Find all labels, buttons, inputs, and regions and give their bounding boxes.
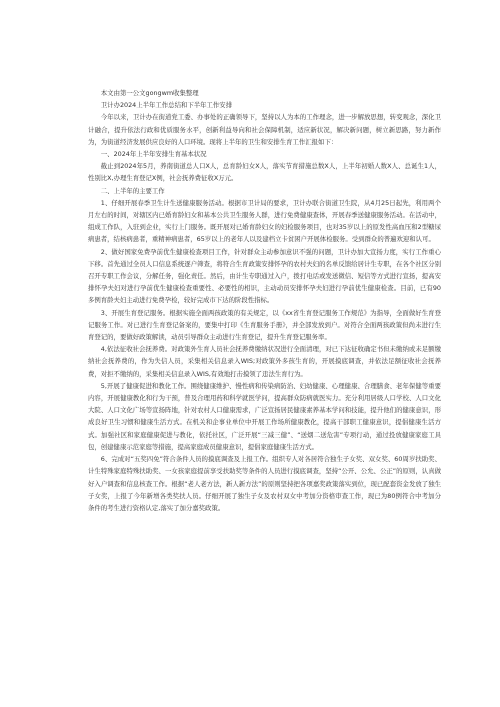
section-heading-2: 二、上半年的主要工作 [100,186,165,195]
work-item-2: 2、做好国家免费孕前优生健康检查项目工作，针对群众主动参加意识不强的问题，卫计办加大宣扬力度，实行工作重心下移。首先通过全员人口信息系统逐户筛查，将符合生育政策安排怀孕的农村夫妇的名单反馈给居计生专职，在各个社区分别召开专职工作会议，分解任务，强化责任。然后，由计生专职通过入户，拨打电话或发送微信、短信等方式进行宣扬，提高安排怀孕夫妇对进行孕前优生健康检查重要性、必要性的相识，主动动员安排怀孕夫妇进行孕前优生健康检查。目前，已有90多例育龄夫妇主动进行免费孕检，较好完成市下达的阶段性指标。 [88,247,441,305]
document-title: 卫计办2024上半年工作总结和下半年工作安排 [100,101,233,110]
intro-paragraph: 今年以来，卫计办在街道党工委、办事处的正确领导下，坚持以人为本的工作理念，进一步解放思想，转变观念，深化卫计融合，提升依法行政和优质服务水平，创新利益导向和社会保障机制，适应新状况，解决新问题，树立新思路，努力新作为，为街道经济发展供应良好的人口环境。现将上半年的卫生和安排生育工作汇报如下： [88,113,441,146]
work-item-4: 4,依法征收社会抚养费。对政策外生育人员社会抚养费缴纳状况进行全面清理，对已下达征收确定书但未缴纳或未足额缴纳社会抚养费的，作为失信人员，采集相关信息录入WIS;对政策外多孩生育的，开展摸底调查，并依法足额征收社会抚养费，对拒不缴纳的，采集相关信息录入WIS,有效地打击摸领了违法生育行为。 [88,345,441,378]
section-body-1: 截止到2024年5月，养南街道总人口X人，总育龄妇女X人，落实节育措施总数X人，上半年初婚人数X人、总诞生1人，性别比X,办理生育登记X例，社会抚养费征收X万元。 [88,162,441,183]
work-item-1: 1、仔细开展春季卫生计生送健康服务活动。根据市卫计局的要求，卫计办联合街道卫生院，从4月25日起先，利用两个月左右的时间，对辖区内已婚育龄妇女和基本公共卫生服务人群，进行免费健康查体，开展春季送健康服务活动。在活动中，组成工作队，入驻到企业，实行上门服务。既开展对已婚育龄妇女的妇检服务项目，也对35岁以上的原发性高血压和2型糖尿病患者，结核病患者，重精神病患者，65岁以上的老年人以及建档立卡贫困户开展体检服务。受到群众的普遍欢迎和认可。 [88,198,441,244]
work-item-5: 5,开展了健康促进和教化工作。围绕健康维护、慢性病和传染病防治、妇幼健康、心理健康、合理膳食、老年保健等重要内容，开展健康教化和行为干预，普及合理用药和科学就医学问，提高群众防病就医实力。充分利用居级人口学校、人口文化大院、人口文化广场等宣扬阵地，针对农村人口健康需求，广泛宣扬居民健康素养基本学问和技能，提升他们的健康意识，形成良好卫生习惯和健康生活方式。在机关和企事业单位中开展工作场所健康教化，提高干部职工健康意识，提倡健康生活方式。加强社区和家庭健康促进与教化，依托社区，广泛开展“三减三健”、“送烟二送危害”专项行动，通过投放健康家庭工具包，创建健康示范家庭等措施，提高家庭成员健康意识，提倡家庭健康生活方式。 [88,381,441,451]
work-item-6: 6、完成对“五奖四免”符合条件人员的摸底调查及上报工作。组织专人对各居符合独生子女奖、双女奖、60周岁扶助奖、计生特殊家庭特殊扶助奖、一女孩家庭提前享受扶助奖等条件的人员进行摸底调查，坚持“公开、公允、公正”的原则，认真做好入户调查和信息核查工作。根据“老人老方法，新人新方法”的原则坚持把各项嘉奖政策落实到位，现已配套资金发放了独生子女奖，上报了今年新增各类奖扶人员。仔细开展了独生子女及农村双女中考加分资格审查工作，现已为80例符合中考加分条件的考生进行资格认定,落实了加分嘉奖政策。 [88,455,441,512]
section-heading-1: 一、2024年上半年安排生育基本状况 [100,150,207,159]
collector-note: 本文由第一公文gongwm收集整理 [100,89,199,97]
work-item-3: 3、开展生育登记服务。根据实施全面两孩政策的有关规定，以《xx省生育登记服务工作规范》为指导，全面做好生育登记服务工作。对已进行生育登记备案的，要集中打印《生育服务手册》，并全部发放到户。对符合全面两孩政策但尚未进行生育登记的，要做好政策解读，动员引导群众主动进行生育登记，提升生育登记服务率。 [88,308,441,342]
